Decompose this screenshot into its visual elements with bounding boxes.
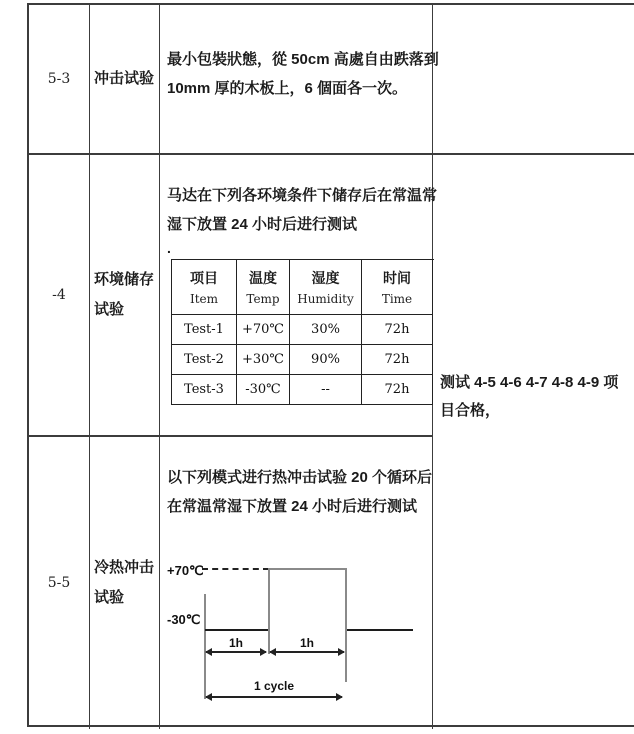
header-zh: 温度	[249, 270, 277, 286]
desc-line: 湿下放置 24 小时后进行测试	[167, 216, 358, 233]
storage-cell: Test-2	[172, 345, 237, 375]
pulse-top-line	[268, 568, 347, 570]
storage-cell: 72h	[362, 375, 433, 405]
temp-low-label: -30℃	[167, 612, 201, 627]
segment2-arrow	[270, 651, 344, 653]
storage-cell: +70℃	[237, 315, 290, 345]
row-number-4	[29, 155, 90, 437]
pulse-fall-line	[345, 568, 347, 682]
header-zh: 湿度	[311, 270, 340, 286]
storage-cell: -30℃	[237, 375, 290, 405]
test-name-thermal-shock	[90, 437, 160, 729]
low-level-line-left	[205, 629, 268, 631]
thermal-cycle-diagram	[160, 437, 432, 729]
desc-line: 马达在下列各环境条件下储存后在常温常	[167, 187, 438, 204]
desc-line: .	[167, 240, 171, 256]
header-en: Time	[381, 292, 413, 306]
test-name-line: 试验	[94, 301, 125, 318]
temp-high-label: +70℃	[167, 563, 204, 578]
storage-cell: 72h	[362, 345, 433, 375]
test-name-line: 试验	[94, 589, 125, 606]
high-level-dashed-line	[202, 568, 269, 570]
desc-line: 在常温常湿下放置 24 小时后进行测试	[167, 498, 418, 515]
segment1-duration-label: 1h	[228, 636, 243, 650]
row-number-text: -4	[52, 287, 66, 303]
desc-line: 10mm 厚的木板上，6 個面各一次。	[167, 80, 408, 97]
desc-line: 最小包裝狀態，從 50cm 高處自由跌落到	[167, 51, 439, 68]
row-number-5-3	[29, 5, 90, 155]
storage-cell: 90%	[290, 345, 362, 375]
row-number-text: 5-3	[47, 71, 71, 87]
header-en: Item	[189, 292, 219, 306]
test-desc-storage	[160, 155, 438, 437]
header-zh: 时间	[383, 270, 411, 286]
header-zh: 项目	[190, 270, 218, 286]
storage-cell: 72h	[362, 315, 433, 345]
desc-line: 以下列模式进行热冲击试验 20 个循环后	[167, 469, 433, 486]
result-line: 测试 4-5 4-6 4-7 4-8 4-9 项	[440, 374, 619, 391]
test-name-line: 冲击试验	[94, 70, 155, 87]
row-number-5-5	[29, 437, 90, 729]
row-number-text: 5-5	[47, 575, 71, 591]
header-en: Humidity	[297, 292, 354, 306]
storage-header-time	[362, 260, 433, 315]
test-desc-shock	[160, 5, 439, 155]
test-name-shock	[90, 5, 160, 155]
storage-cell: 30%	[290, 315, 362, 345]
storage-cell: Test-1	[172, 315, 237, 345]
test-name-storage	[90, 155, 160, 437]
storage-cell: Test-3	[172, 375, 237, 405]
storage-cell: +30℃	[237, 345, 290, 375]
test-name-line: 冷热冲击	[94, 559, 155, 576]
storage-conditions-table	[171, 259, 434, 405]
test-name-line: 环境储存	[94, 271, 155, 288]
result-line: 目合格，	[440, 402, 501, 419]
storage-header-temp	[237, 260, 290, 315]
segment1-arrow	[206, 651, 266, 653]
result-cell-row1-empty	[433, 5, 634, 155]
storage-cell: --	[290, 375, 362, 405]
storage-header-humidity	[290, 260, 362, 315]
header-en: Temp	[246, 292, 280, 306]
cycle-duration-label: 1 cycle	[253, 679, 295, 693]
result-cell	[433, 155, 634, 729]
test-desc-thermal-shock	[160, 437, 433, 729]
low-level-line-right	[347, 629, 413, 631]
test-spec-table	[27, 3, 634, 727]
segment2-duration-label: 1h	[299, 636, 314, 650]
storage-header-item	[172, 260, 237, 315]
cycle-arrow	[206, 696, 342, 698]
